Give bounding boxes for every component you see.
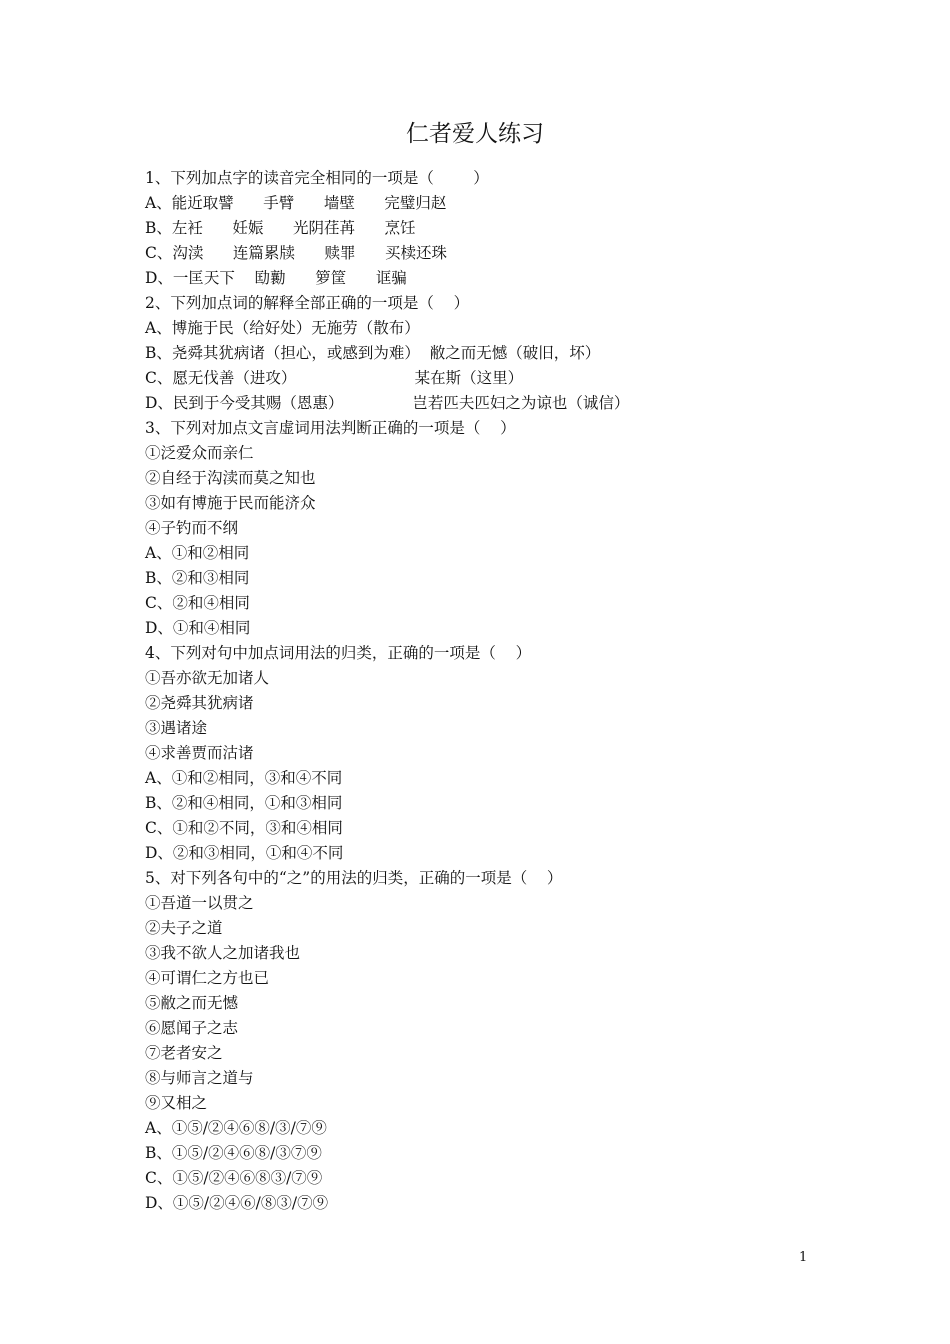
text-line: 1、下列加点字的读音完全相同的一项是（ ）	[145, 169, 489, 187]
text-line: A、博施于民（给好处）无施劳（散布）	[145, 319, 420, 337]
text-line: ①吾亦欲无加诸人	[145, 669, 270, 687]
text-line: 4、下列对句中加点词用法的归类，正确的一项是（ ）	[145, 644, 532, 662]
text-line: ②夫子之道	[145, 919, 223, 937]
text-line: ④子钓而不纲	[145, 519, 239, 537]
text-line: ①吾道一以贯之	[145, 894, 254, 912]
text-line: ③遇诸途	[145, 719, 208, 737]
text-line: A、①和②相同，③和④不同	[145, 769, 343, 787]
text-line: 5、对下列各句中的“之”的用法的归类，正确的一项是（ ）	[145, 869, 563, 887]
text-line: B、①⑤/②④⑥⑧/③⑦⑨	[145, 1144, 322, 1162]
text-line: B、左衽 妊娠 光阴荏苒 烹饪	[145, 219, 416, 237]
text-line: A、能近取譬 手臂 墙壁 完璧归赵	[145, 194, 447, 212]
text-line: ①泛爱众而亲仁	[145, 444, 254, 462]
text-line: D、①⑤/②④⑥/⑧③/⑦⑨	[145, 1194, 329, 1212]
text-line: ⑨又相之	[145, 1094, 208, 1112]
text-line: A、①⑤/②④⑥⑧/③/⑦⑨	[145, 1119, 327, 1137]
page-number: 1	[799, 1250, 808, 1265]
text-line: D、一匡天下 劻勷 箩筐 诓骗	[145, 269, 407, 287]
text-line: ④求善贾而沽诸	[145, 744, 254, 762]
text-line: ②自经于沟渎而莫之知也	[145, 469, 316, 487]
text-line: ③我不欲人之加诸我也	[145, 944, 301, 962]
text-line: D、民到于今受其赐（恩惠） 岂若匹夫匹妇之为谅也（诚信）	[145, 394, 630, 412]
text-line: C、②和④相同	[145, 594, 250, 612]
text-line: D、②和③相同，①和④不同	[145, 844, 344, 862]
text-line: C、①和②不同，③和④相同	[145, 819, 343, 837]
text-line: ④可谓仁之方也已	[145, 969, 270, 987]
text-line: C、①⑤/②④⑥⑧③/⑦⑨	[145, 1169, 323, 1187]
text-line: C、沟渎 连篇累牍 赎罪 买椟还珠	[145, 244, 448, 262]
text-line: ②尧舜其犹病诸	[145, 694, 254, 712]
text-line: 3、下列对加点文言虚词用法判断正确的一项是（ ）	[145, 419, 516, 437]
text-line: ⑥愿闻子之志	[145, 1019, 239, 1037]
text-line: B、②和④相同，①和③相同	[145, 794, 343, 812]
text-line: ⑤敝之而无憾	[145, 994, 239, 1012]
text-line: A、①和②相同	[145, 544, 250, 562]
text-line: ⑧与师言之道与	[145, 1069, 254, 1087]
text-line: C、愿无伐善（进攻） 某在斯（这里）	[145, 369, 524, 387]
text-line: D、①和④相同	[145, 619, 251, 637]
page-title: 仁者爱人练习	[406, 121, 544, 147]
text-line: ⑦老者安之	[145, 1044, 223, 1062]
text-line: 2、下列加点词的解释全部正确的一项是（ ）	[145, 294, 470, 312]
question-list	[145, 166, 865, 1216]
text-line: B、尧舜其犹病诸（担心，或感到为难） 敝之而无憾（破旧，坏）	[145, 344, 601, 362]
text-line: B、②和③相同	[145, 569, 250, 587]
text-line: ③如有博施于民而能济众	[145, 494, 316, 512]
